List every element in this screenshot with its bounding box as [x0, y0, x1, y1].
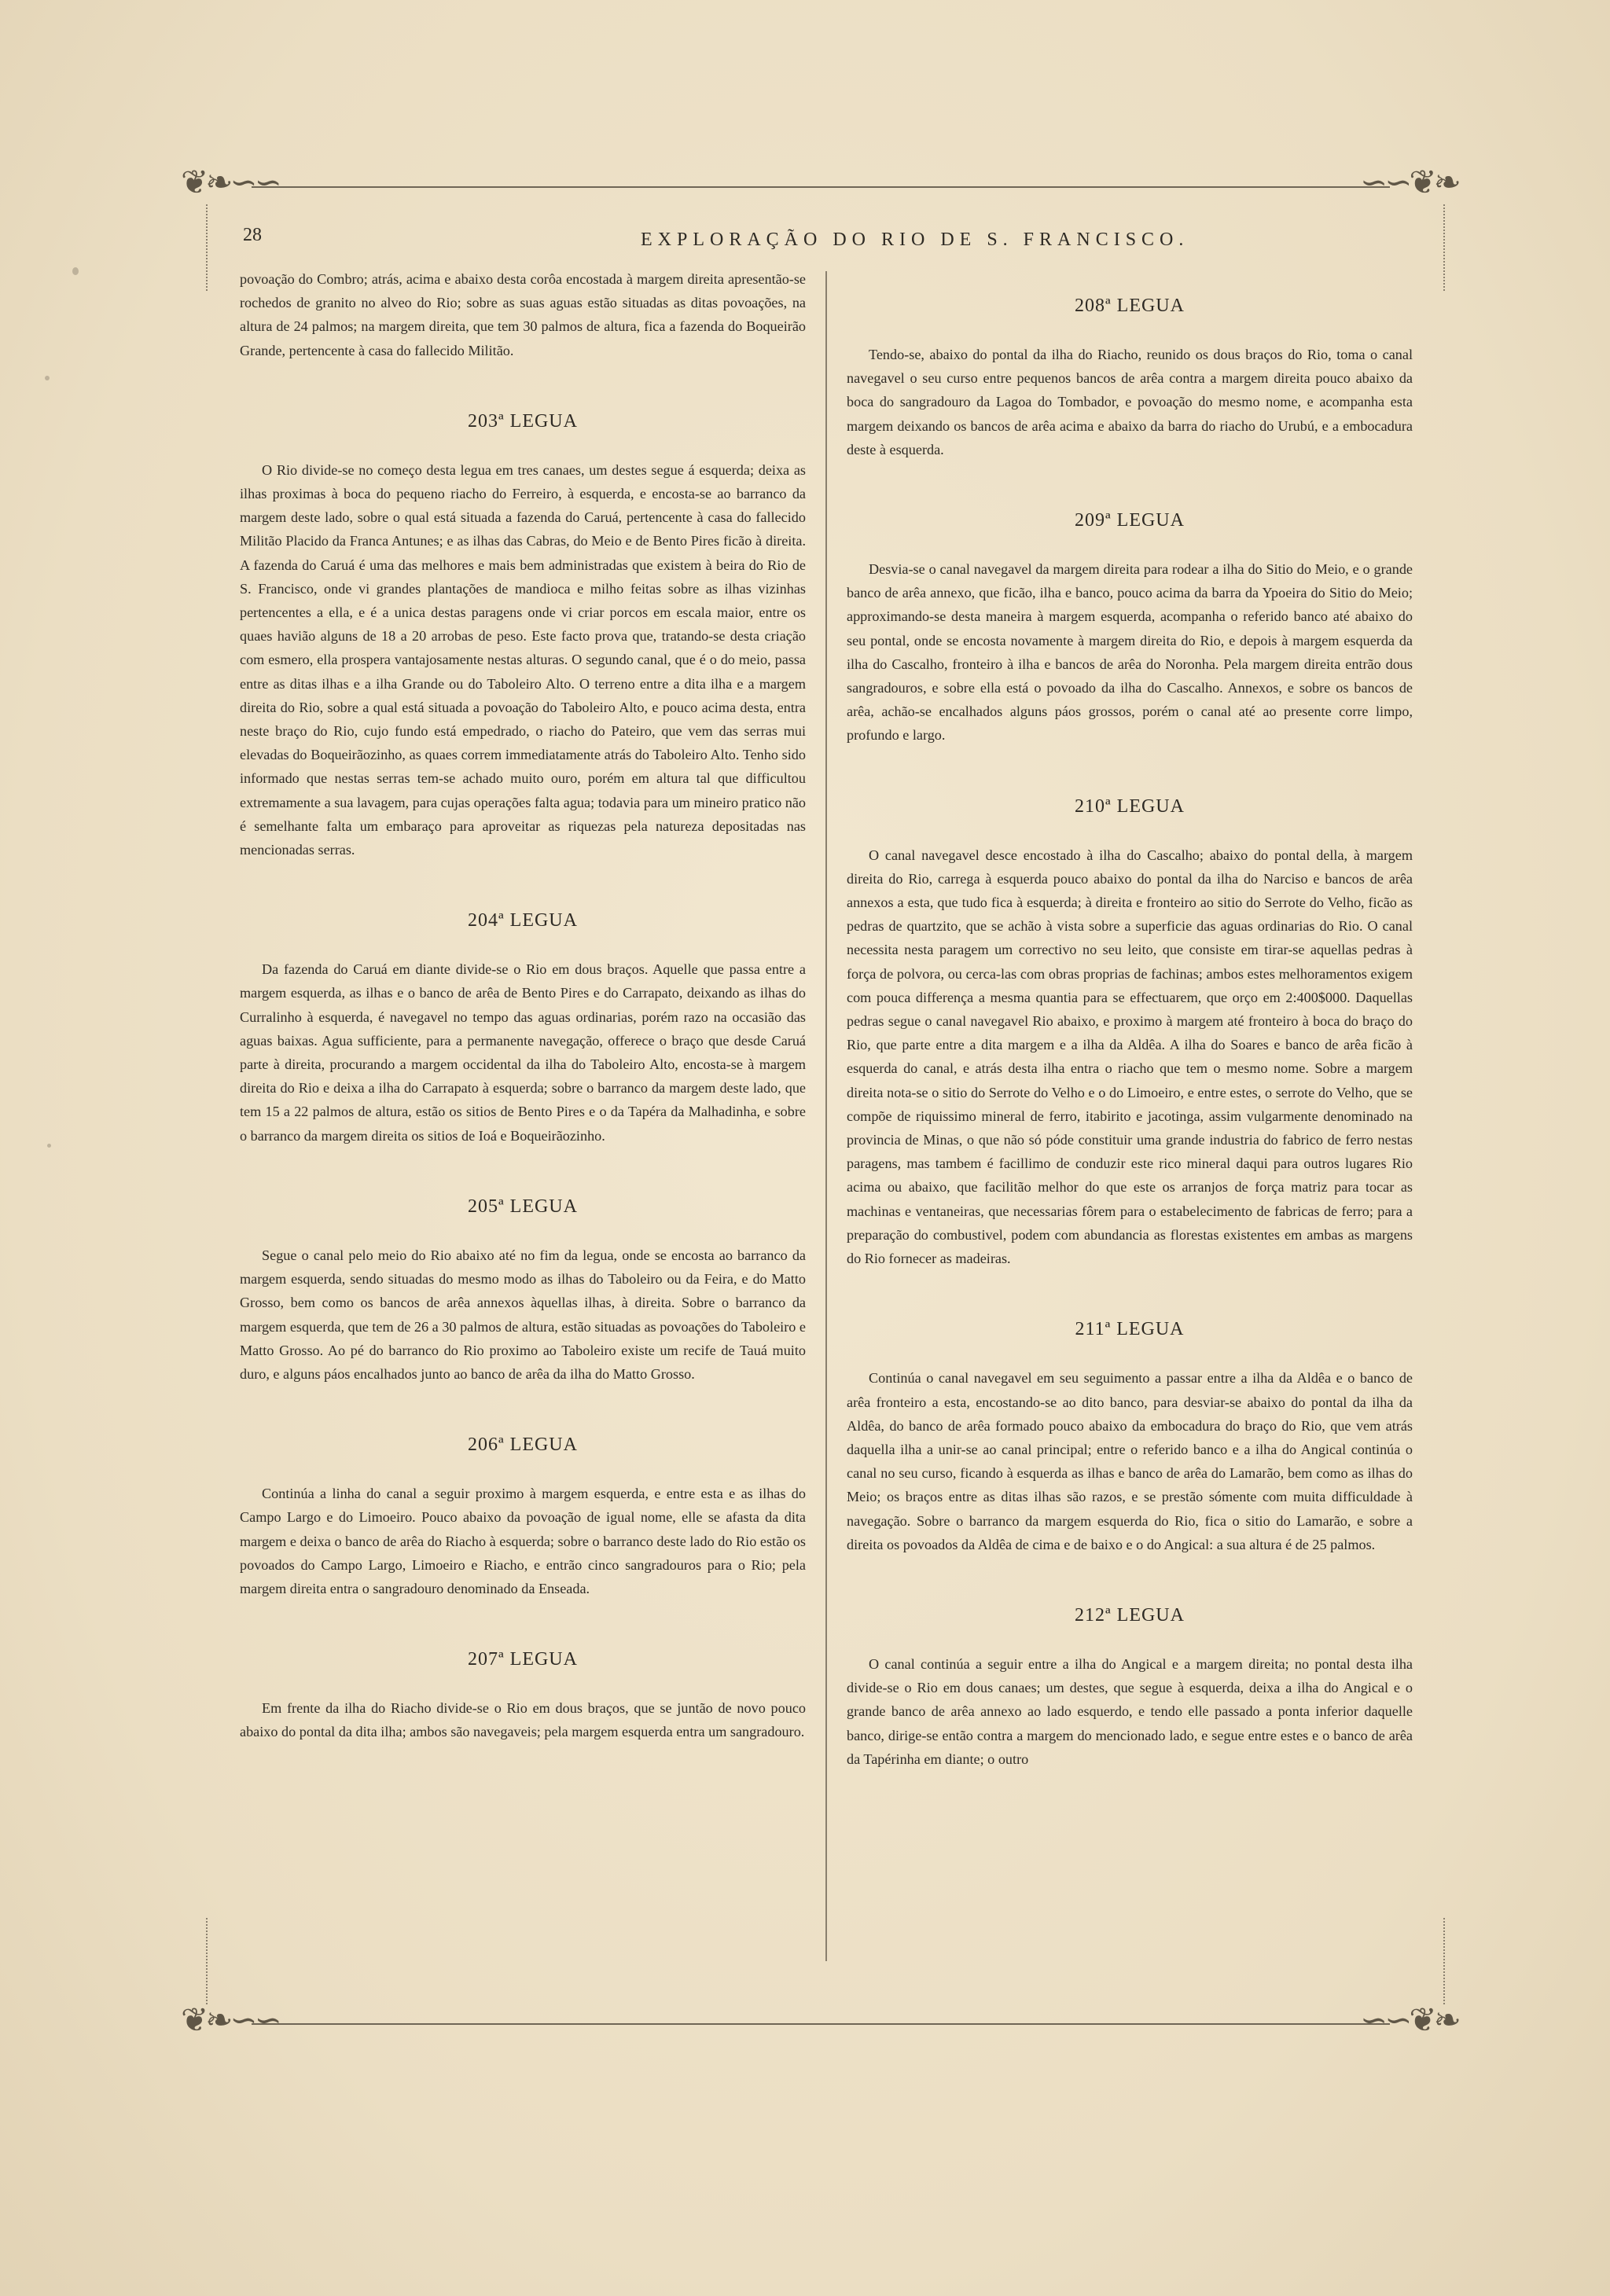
column-divider: [825, 271, 827, 1961]
section-text-207: Em frente da ilha do Riacho divide-se o Rio em dous braços, que se juntão de novo pouco abaixo do pontal da dita ilha; ambos são navegaveis; pela margem esquerda entra um sangradouro.: [240, 1700, 806, 1740]
running-title: EXPLORAÇÃO DO RIO DE S. FRANCISCO.: [641, 230, 1189, 250]
left-border-flourish: [206, 204, 208, 291]
section-text-206: Continúa a linha do canal a seguir proximo à margem esquerda, e entre esta e as ilhas do Campo Largo e do Limoeiro. Pouco abaixo da povoação de igual nome, elle se afasta da dita margem e deixa o banco de arêa do Riacho à esquerda; sobre o barranco deste lado do Rio estão os povoados do Campo Largo, Limoeiro e Riacho, e entrão cinco sangradouros para o Rio; pela margem direita entra o sangradouro denominado da Enseada.: [240, 1486, 806, 1596]
left-column: [240, 267, 806, 1744]
section-heading-211: 211ª LEGUA: [1075, 1319, 1185, 1340]
section-text-208: Tendo-se, abaixo do pontal da ilha do Riacho, reunido os dous braços do Rio, toma o canal navegavel o seu curso entre pequenos bancos de arêa contra a margem direita pouco abaixo da boca do sangradouro da Lagoa do Tombador, e povoação do mesmo nome, e acompanha esta margem deixando os bancos de arêa acima e abaixo da barra do riacho do Urubú, e a embocadura deste à esquerda.: [847, 347, 1413, 457]
paper-speck: [47, 1144, 51, 1148]
page-number: 28: [243, 225, 262, 245]
intro-paragraph: povoação do Combro; atrás, acima e abaixo desta corôa encostada à margem direita apresentão-se rochedos de granito no alveo do Rio; sobre as suas aguas estão situadas as ditas povoações, na altura de 24 palmos; na margem direita, que tem 30 palmos de altura, fica a fazenda do Boqueirão Grande, pertencente à casa do fallecido Militão.: [240, 271, 806, 358]
top-rule: [252, 186, 1390, 188]
paper-speck: [45, 376, 50, 380]
section-text-203: O Rio divide-se no começo desta legua em tres canaes, um destes segue á esquerda; deixa as ilhas proximas à boca do pequeno riacho do Ferreiro, à esquerda, e encosta-se ao barranco da margem deste lado, sobre o qual está situada a fazenda do Caruá, pertencente à casa do fallecido Militão Placido da Franca Antunes; e as ilhas das Cabras, do Meio e de Bento Pires ficão à direita. A fazenda do Caruá é uma das melhores e mais bem administradas que existem à beira do Rio de S. Francisco, onde vi grandes plantações de mandioca e milho feitas sobre as ilhas vizinhas pertencentes a ella, e é a unica destas paragens onde vi criar porcos em escala maior, entre os quaes havião alguns de 18 a 20 arrobas de peso. Este facto prova que, tratando-se desta criação com esmero, ella prospera vantajosamente nestas alturas. O segundo canal, que é o do meio, passa entre as ditas ilhas e a ilha Grande ou do Taboleiro Alto. O terreno entre a dita ilha e a margem direita do Rio, sobre a qual está situada a povoação do Taboleiro Alto, e pouco acima desta, entra neste braço do Rio, cujo fundo está empedrado, o riacho do Pateiro, que vem das serras mui elevadas do Boqueirãozinho, as quaes correm immediatamente atrás do Taboleiro Alto. Tenho sido informado que nestas serras tem-se achado muito ouro, porém em altura tal que difficultou extremamente a sua lavagem, para cujas operações falta agua; todavia para um mineiro pratico não é semelhante falta um embaraço para aproveitar as riquezas pela natureza depositadas nas mencionadas serras.: [240, 461, 806, 858]
section-heading-210: 210ª LEGUA: [1075, 795, 1185, 817]
section-heading-205: 205ª LEGUA: [468, 1196, 578, 1217]
section-text-205: Segue o canal pelo meio do Rio abaixo até no fim da legua, onde se encosta ao barranco da margem esquerda, sendo situadas do mesmo modo as ilhas do Taboleiro ou da Feira, e do Matto Grosso, bem como os bancos de arêa annexos àquellas ilhas, à direita. Sobre o barranco da margem esquerda, que tem de 26 a 30 palmos de altura, estão situadas as povoações do Taboleiro e Matto Grosso. Ao pé do barranco do Rio proximo ao Taboleiro existe um recife de Tauá muito duro, e alguns páos encalhados junto ao banco de arêa da ilha do Matto Grosso.: [240, 1247, 806, 1382]
left-border-flourish-bottom: [206, 1918, 208, 2004]
section-heading-208: 208ª LEGUA: [1075, 296, 1185, 316]
section-heading-203: 203ª LEGUA: [468, 410, 578, 432]
section-heading-207: 207ª LEGUA: [468, 1649, 578, 1670]
right-border-flourish-bottom: [1443, 1918, 1445, 2004]
section-text-204: Da fazenda do Caruá em diante divide-se o Rio em dous braços. Aquelle que passa entre a margem esquerda, as ilhas e o banco de arêa de Bento Pires e do Carrapato, deixando as ilhas do Curralinho à esquerda, é navegavel no tempo das aguas ordinarias, porém razo na occasião das aguas baixas. Agua sufficiente, para a permanente navegação, offerece o braço que desde Caruá parte à direita, procurando a margem occidental da ilha do Taboleiro Alto, encosta-se à margem direita do Rio e deixa a ilha do Carrapato à esquerda; sobre o barranco da margem deste lado, que tem 15 a 22 palmos de altura, estão os sitios de Bento Pires e o da Tapéra da Malhadinha, e sobre o barranco da margem direita os sitios de Ioá e Boqueirãozinho.: [240, 961, 806, 1144]
section-heading-204: 204ª LEGUA: [468, 910, 578, 931]
section-heading-212: 212ª LEGUA: [1075, 1604, 1185, 1626]
section-text-212: O canal continúa a seguir entre a ilha do Angical e a margem direita; no pontal desta ilha divide-se o Rio em dous canaes; um destes, que segue à esquerda, deixa a ilha do Angical e o grande banco de arêa annexo ao lado esquerdo, e tendo elle passado a ponta inferior daquelle banco, dirige-se então contra a margem do mencionado lado, e segue entre estes e o banco de arêa da Tapérinha em diante; o outro: [847, 1655, 1413, 1767]
right-column: [847, 267, 1413, 1771]
section-text-210: O canal navegavel desce encostado à ilha do Cascalho; abaixo do pontal della, à margem direita do Rio, carrega à esquerda pouco abaixo do pontal da ilha do Narciso e bancos de arêa annexos a esta, que tudo fica à esquerda; à direita e fronteiro ao sitio do Serrote do Velho, ficão as pedras de quartzito, que se achão à vista sobre a superficie das aguas ordinarias do Rio. O canal necessita nesta paragem um correctivo no seu leito, que consiste em tirar-se aquellas pedras à força de polvora, ou cerca-las com obras proprias de fachinas; ambos estes melhoramentos exigem com pouca differença a mesma quantia para se effectuarem, que orço em 2:400$000. Daquellas pedras segue o canal navegavel Rio abaixo, e proximo à margem até fronteiro à boca do braço do Rio, que parte entre a dita margem e a ilha da Aldêa. A ilha do Soares e banco de arêa ficão à esquerda do canal, e atrás desta ilha entra o riacho que tem o mesmo nome. Sobre a margem direita nota-se o sitio do Serrote do Velho e o do Limoeiro, e entre estes, o serrote do Velho, que se compõe de riquissimo mineral de ferro, itabirito e jacotinga, assim vulgarmente denominado na provincia de Minas, o que não só póde constituir uma grande industria do fabrico de ferro nestas paragens, mas tambem é facillimo de conduzir este rico mineral daqui para outros lugares Rio acima ou abaixo, que facilitão melhor do que este os arranjos de força matriz para tocar as machinas e ventaneiras, que necessarias fôrem para o estabelecimento de fabricas de ferro; para a preparação do combustivel, podem com abundancia as florestas existentes em ambas as margens do Rio fornecer as madeiras.: [847, 847, 1413, 1267]
section-text-211: Continúa o canal navegavel em seu seguimento a passar entre a ilha da Aldêa e o banco de arêa fronteiro a esta, encostando-se ao dito banco, para desviar-se abaixo do pontal da ilha da Aldêa, do banco de arêa formado pouco abaixo da embocadura do braço do Rio, que vem atrás daquella ilha a unir-se ao canal principal; entre o referido banco e a ilha do Angical continúa o canal no seu curso, ficando à esquerda as ilhas e banco de arêa do Lamarão, bem como as ilhas do Meio; os braços entre as ditas ilhas são razos, e se prestão sómente com muita difficuldade à navegação. Sobre o barranco da margem esquerda do Rio, fica o sitio do Lamarão, e sobre a direita os povoados da Aldêa de cima e de baixo e o do Angical: a sua altura é de 25 palmos.: [847, 1370, 1413, 1552]
top-left-ornament: ❦❧∽∽: [181, 165, 279, 201]
right-border-flourish: [1443, 204, 1445, 291]
section-heading-206: 206ª LEGUA: [468, 1435, 578, 1456]
top-right-ornament: ∽∽❦❧: [1360, 165, 1458, 201]
bottom-left-ornament: ❦❧∽∽: [181, 2003, 279, 2039]
paper-speck: [72, 267, 79, 275]
section-heading-209: 209ª LEGUA: [1075, 510, 1185, 531]
section-text-209: Desvia-se o canal navegavel da margem direita para rodear a ilha do Sitio do Meio, e o grande banco de arêa annexo, que ficão, ilha e banco, pouco acima da barra da Ypoeira do Sitio do Meio; approximando-se desta maneira à margem esquerda, acompanha o referido banco até abaixo do seu pontal, onde se encosta novamente à margem direita do Rio, e depois à margem esquerda da ilha do Cascalho, fronteiro à ilha e bancos de arêa do Noronha. Pela margem direita entrão dous sangradouros, e sobre ella está o povoado da ilha do Cascalho. Annexos, e sobre os bancos de arêa, achão-se encalhados alguns páos grossos, porém o canal até ao presente corre limpo, profundo e largo.: [847, 561, 1413, 744]
bottom-rule: [252, 2023, 1390, 2025]
bottom-right-ornament: ∽∽❦❧: [1360, 2003, 1458, 2039]
